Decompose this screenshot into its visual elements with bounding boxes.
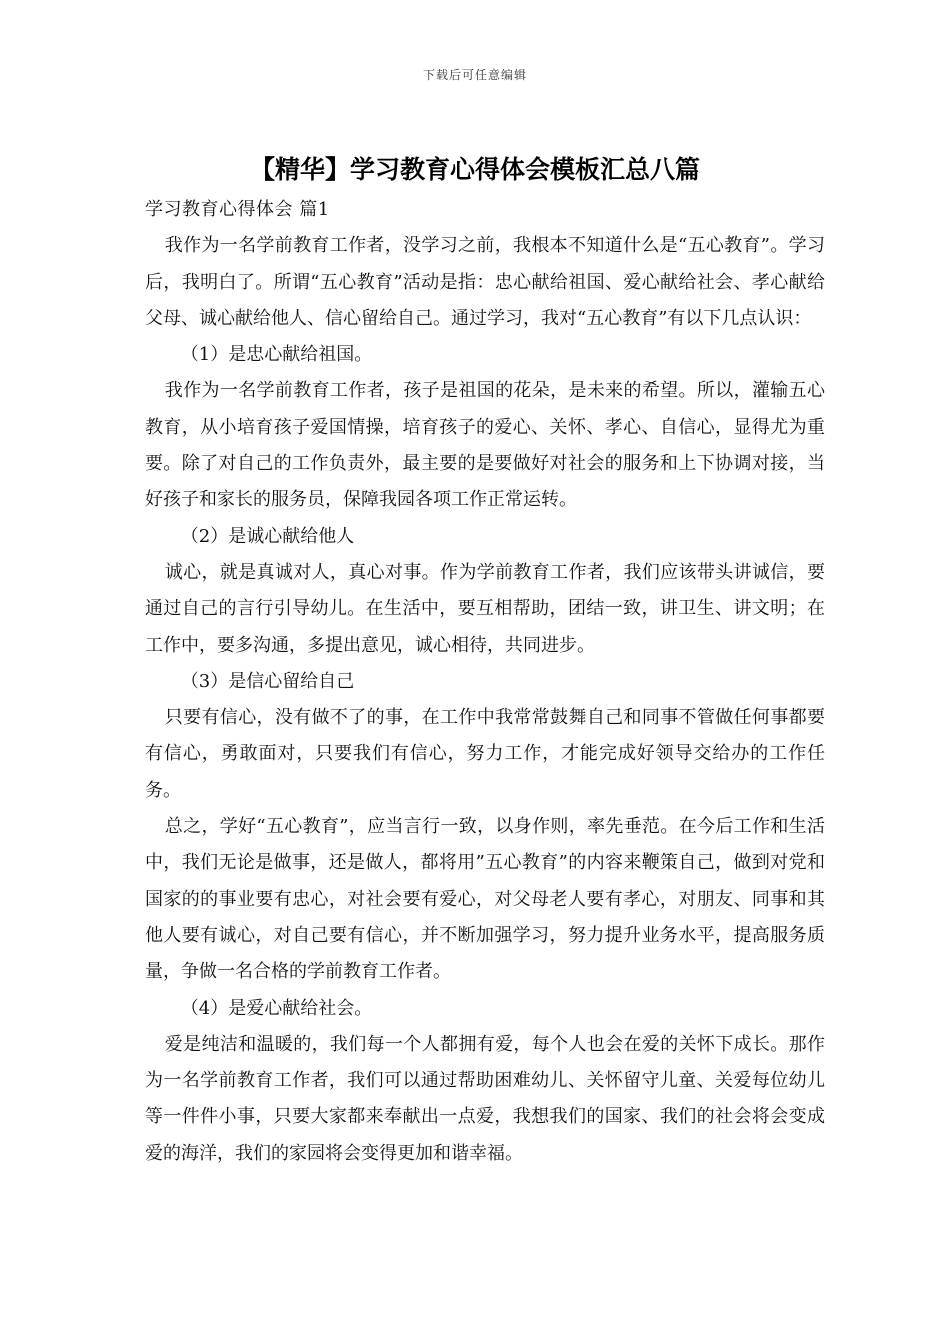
header-note: 下载后可任意编辑	[422, 68, 527, 82]
paragraph-point-2: 诚心，就是真诚对人，真心对事。作为学前教育工作者，我们应该带头讲诚信，要通过自己的言行引导幼儿。在生活中，要互相帮助，团结一致，讲卫生、讲文明；在工作中，要多沟通，多提出意见，诚心相待，共同进步。	[145, 561, 825, 656]
point-heading-4: （4）是爱心献给社会。	[180, 997, 373, 1019]
document-body	[145, 192, 825, 1172]
paragraph-point-4: 爱是纯洁和温暖的，我们每一个人都拥有爱，每个人也会在爱的关怀下成长。那作为一名学前教育工作者，我们可以通过帮助困难幼儿、关怀留守儿童、关爱每位幼儿等一件件小事，只要大家都来奉献出一点爱，我想我们的国家、我们的社会将会变成爱的海洋，我们的家园将会变得更加和谐幸福。	[145, 1033, 825, 1164]
document-title: 【精华】学习教育心得体会模板汇总八篇	[249, 155, 700, 184]
paragraph-point-3: 只要有信心，没有做不了的事，在工作中我常常鼓舞自己和同事不管做任何事都要有信心，勇敢面对，只要我们有信心，努力工作，才能完成好领导交给办的工作任务。	[145, 707, 825, 801]
paragraph-intro: 我作为一名学前教育工作者，没学习之前，我根本不知道什么是“五心教育”。学习后，我明白了。所谓“五心教育”活动是指：忠心献给祖国、爱心献给社会、孝心献给父母、诚心献给他人、信心留给自己。通过学习，我对“五心教育”有以下几点认识：	[145, 235, 825, 329]
paragraph-summary: 总之，学好“五心教育”，应当言行一致，以身作则，率先垂范。在今后工作和生活中，我们无论是做事，还是做人，都将用”五心教育”的内容来鞭策自己，做到对党和国家的的事业要有忠心，对社会要有爱心，对父母老人要有孝心，对朋友、同事和其他人要有诚心，对自己要有信心，并不断加强学习，努力提升业务水平，提高服务质量，争做一名合格的学前教育工作者。	[145, 816, 825, 983]
point-heading-2: （2）是诚心献给他人	[180, 525, 355, 547]
paragraph-point-1: 我作为一名学前教育工作者，孩子是祖国的花朵，是未来的希望。所以，灌输五心教育，从小培育孩子爱国情操，培育孩子的爱心、关怀、孝心、自信心，显得尤为重要。除了对自己的工作负责外，最主要的是要做好对社会的服务和上下协调对接，当好孩子和家长的服务员，保障我园各项工作正常运转。	[145, 380, 825, 511]
point-heading-1: （1）是忠心献给祖国。	[180, 344, 373, 366]
point-heading-3: （3）是信心留给自己	[180, 670, 355, 692]
section-title: 学习教育心得体会 篇1	[145, 199, 330, 220]
